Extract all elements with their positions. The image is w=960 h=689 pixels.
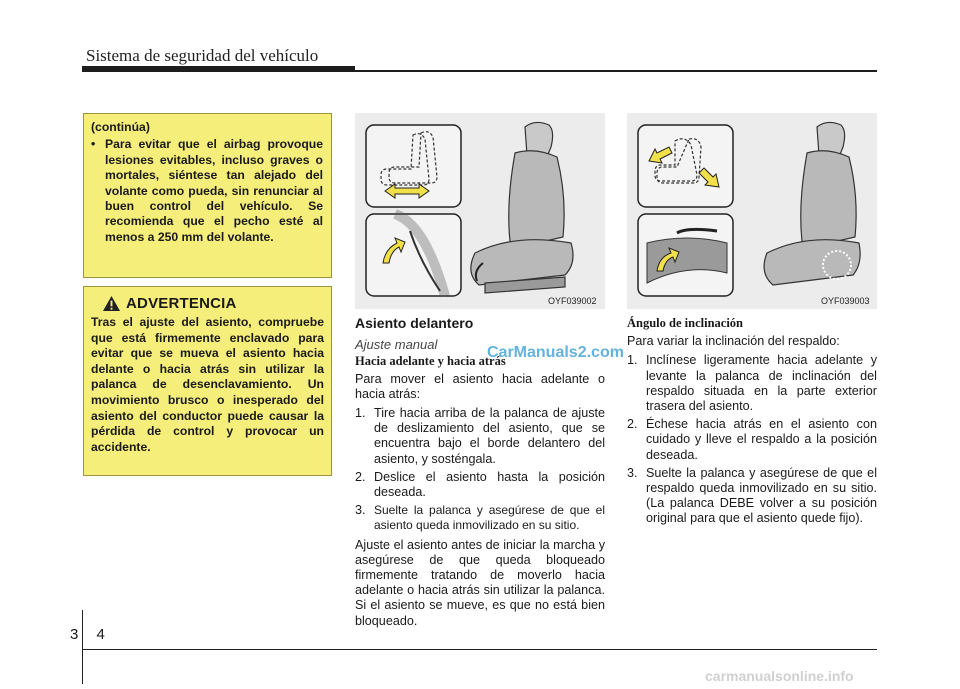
recline-steps	[627, 353, 877, 526]
recline-intro: Para variar la inclinación del respaldo:	[627, 334, 840, 349]
step-text: Suelte la palanca y asegúrese de que el respaldo queda inmovilizado en su sitio. (La palanca DEBE volver a su posición original para que el asiento quede fijo).	[646, 465, 877, 526]
step-number: 2.	[355, 469, 366, 484]
list-item	[355, 406, 605, 467]
step-text: Deslice el asiento hasta la posición deseada.	[374, 469, 605, 500]
step-text: Suelte la palanca y asegúrese de que el asiento queda inmovilizado en su sitio.	[374, 503, 605, 533]
watermark-bottom: carmanualsonline.info	[705, 668, 854, 684]
step-number: 3.	[627, 465, 638, 480]
forward-backward-heading: Hacia adelante y hacia atrás	[355, 354, 506, 369]
list-item	[627, 417, 877, 463]
header-rule-thin	[355, 70, 877, 72]
front-seat-section	[355, 316, 605, 633]
list-item	[627, 466, 877, 527]
footer-vertical-rule	[82, 610, 83, 684]
step-number: 1.	[627, 353, 638, 368]
image-code-1: OYF039002	[548, 296, 597, 306]
list-item	[355, 503, 605, 533]
forward-backward-intro: Para mover el asiento hacia adelante o hacia atrás:	[355, 371, 605, 401]
airbag-note-bullet	[91, 137, 323, 245]
manual-adjust-subtitle: Ajuste manual	[355, 337, 438, 353]
page-number	[70, 626, 109, 643]
seat-slide-illustration	[355, 113, 605, 309]
continued-label: (continúa)	[91, 120, 150, 134]
header-rule-thick	[82, 66, 355, 72]
seat-recline-drawing	[627, 113, 877, 309]
step-text: Échese hacia atrás en el asiento con cuidado y lleve el respaldo a la posición deseada.	[646, 417, 877, 462]
step-number: 2.	[627, 417, 638, 432]
step-text: Tire hacia arriba de la palanca de ajuste de deslizamiento del asiento, que se encuentra bajo el borde delantero del asiento, y sosténgala.	[374, 406, 605, 466]
list-item	[355, 470, 605, 500]
lock-check-note: Ajuste el asiento antes de iniciar la marcha y asegúrese de que queda bloqueado firmemente tratando de moverlo hacia adelante o hacia atrás sin utilizar la palanca. Si el asiento se mueve, es que no está bien bloqueado.	[355, 537, 605, 628]
airbag-note-box	[83, 113, 332, 278]
front-seat-title: Asiento delantero	[355, 315, 474, 331]
warning-text: Tras el ajuste del asiento, compruebe que está firmemente enclavado para evitar que se mueva el asiento hacia delante o hacia atrás sin utilizar la palanca de desenclavamiento. Un movimiento brusco o inesperado del asiento del conductor puede causar la pérdida de control y provocar un accidente.	[91, 315, 324, 454]
page-header-title: Sistema de seguridad del vehículo	[86, 46, 319, 65]
bullet-mark: •	[91, 137, 96, 152]
footer-horizontal-rule	[82, 649, 877, 650]
page-chapter: 3	[70, 626, 79, 643]
forward-backward-steps	[355, 406, 605, 534]
step-number: 1.	[355, 406, 366, 421]
list-item	[627, 353, 877, 414]
seat-recline-illustration	[627, 113, 877, 309]
recline-section	[627, 316, 877, 531]
image-code-2: OYF039003	[821, 296, 870, 306]
warning-header	[91, 295, 324, 312]
watermark-center: CarManuals2.com	[487, 344, 624, 361]
seat-slide-drawing	[355, 113, 605, 309]
step-number: 3.	[355, 503, 366, 518]
warning-triangle-icon	[102, 295, 121, 312]
step-text: Inclínese ligeramente hacia adelante y levante la palanca de inclinación del respaldo situada en la parte exterior trasera del asiento.	[646, 353, 877, 414]
warning-box	[83, 286, 332, 476]
warning-title: ADVERTENCIA	[126, 294, 237, 312]
recline-heading: Ángulo de inclinación	[627, 316, 743, 330]
airbag-note-text: Para evitar que el airbag provoque lesiones evitables, incluso graves o mortales, siéntese tan alejado del volante como pueda, sin renunciar al buen control del vehículo. Se recomienda que el pecho esté al menos a 250 mm del volante.	[105, 137, 323, 244]
page-number-value: 4	[96, 626, 105, 643]
